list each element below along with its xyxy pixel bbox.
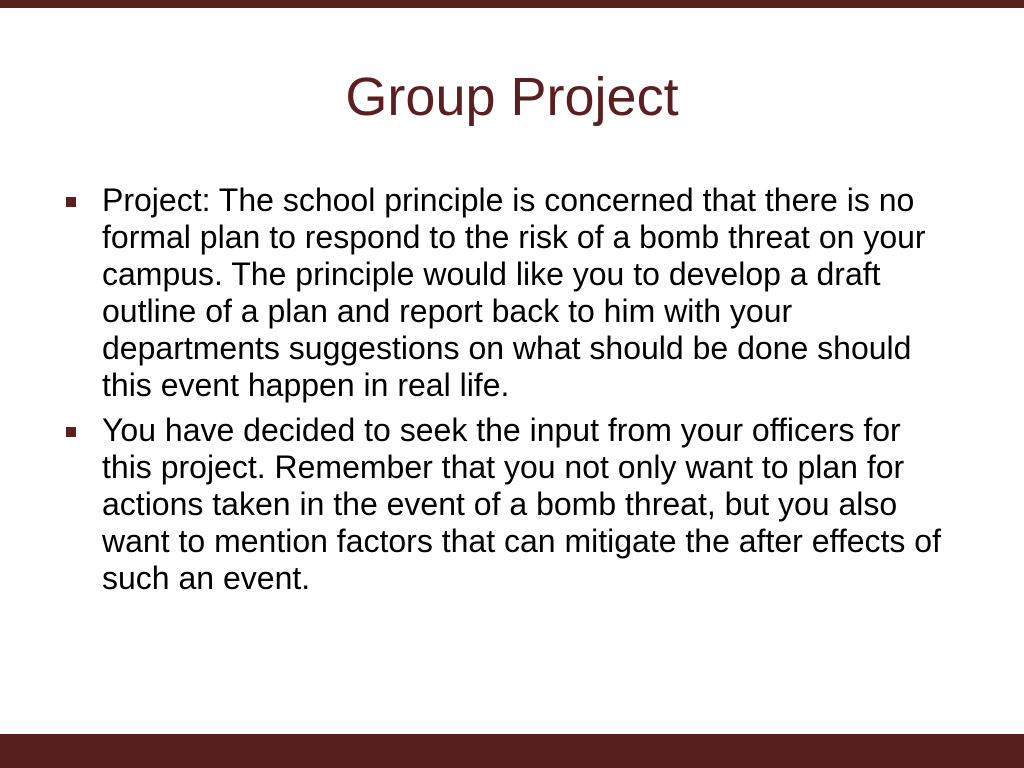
top-accent-bar [0,0,1024,8]
square-bullet-icon [66,427,76,437]
slide-title: Group Project [345,67,679,127]
bullet-item [62,182,952,404]
square-bullet-icon [66,197,76,207]
bottom-accent-bar [0,734,1024,768]
bullet-list [62,182,952,605]
bullet-text: Project: The school principle is concerned that there is no formal plan to respond to the risk of a bomb threat on your campus. The principle would like you to develop a draft outline of a plan and report back to him with your departments suggestions on what should be done should this event happen in real life. [102,182,926,403]
bullet-text: You have decided to seek the input from your officers for this project. Remember that you not only want to plan for actions taken in the event of a bomb threat, but you also want to mention factors that can mitigate the after effects of such an event. [102,412,941,596]
bullet-item [62,412,952,597]
